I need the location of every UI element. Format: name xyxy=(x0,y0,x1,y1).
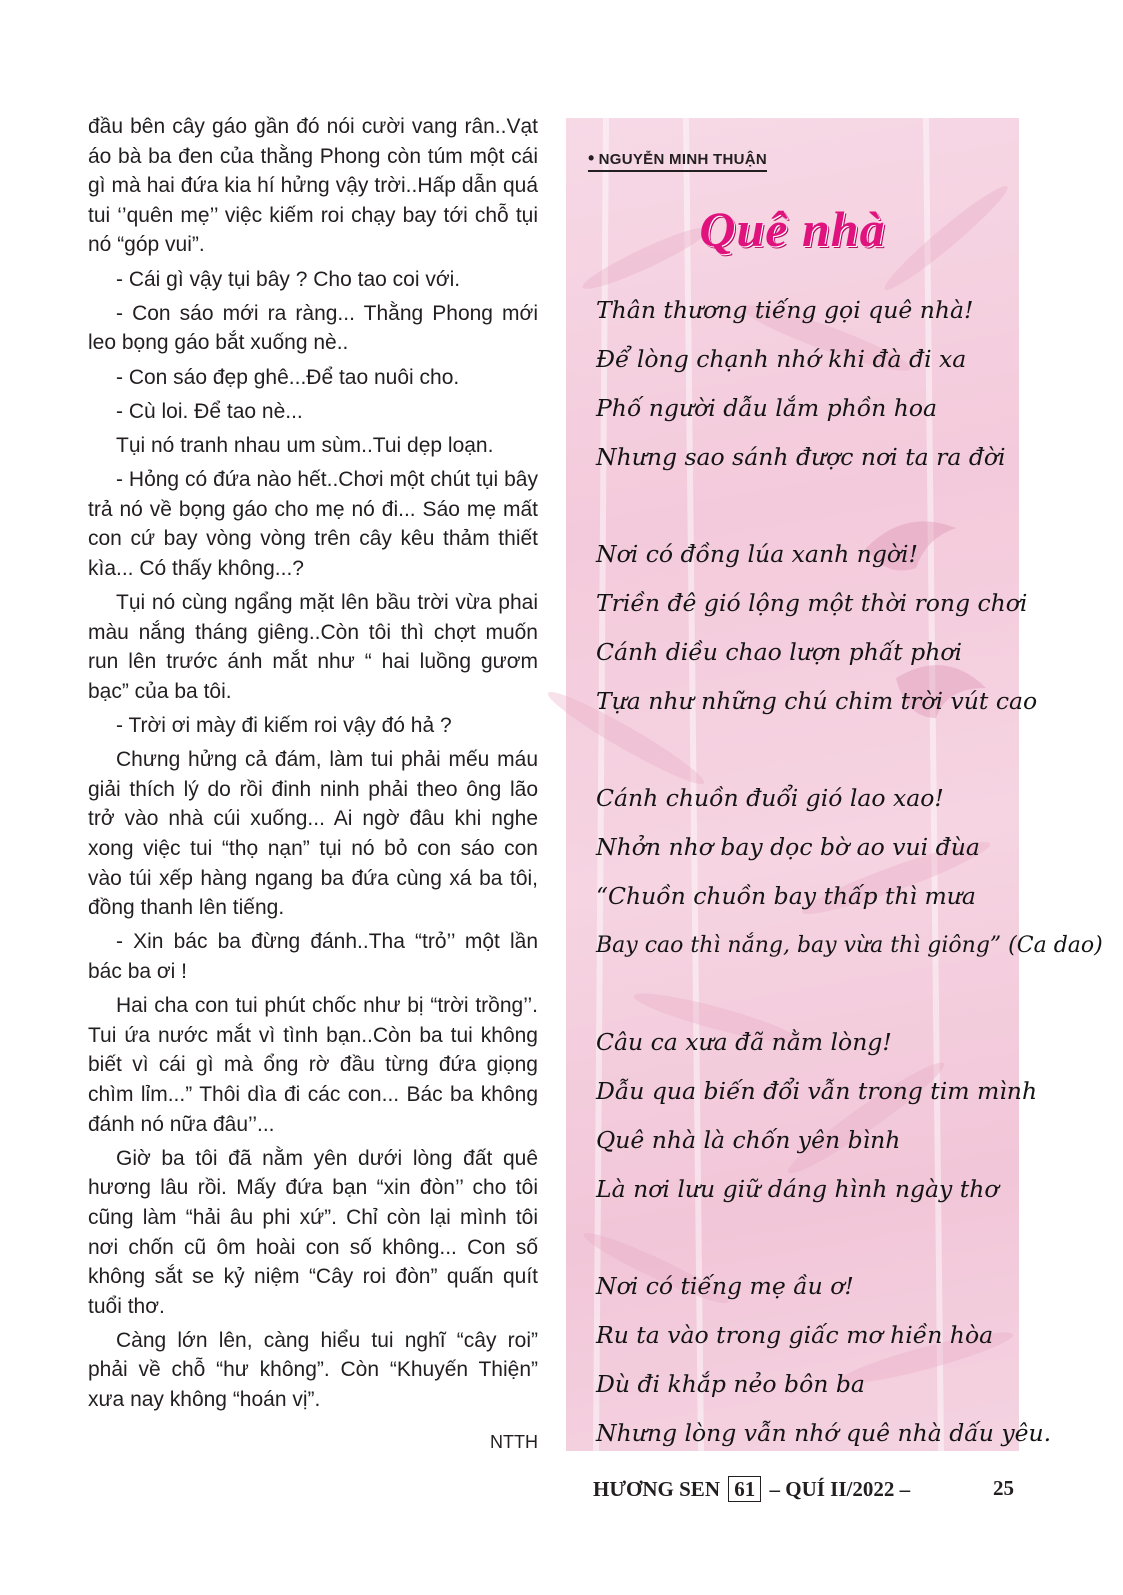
story-paragraph: - Trời ơi mày đi kiếm roi vậy đó hả ? xyxy=(116,714,452,738)
poem-line: Nơi có đồng lúa xanh ngời! xyxy=(596,540,918,568)
poem-line: Tựa như những chú chim trời vút cao xyxy=(596,687,1038,715)
page-footer xyxy=(593,1476,910,1502)
poem-line: Nơi có tiếng mẹ ầu ơ! xyxy=(596,1272,854,1300)
poem-line: Phố người dẫu lắm phồn hoa xyxy=(596,394,938,422)
story-signature: NTTH xyxy=(490,1432,538,1452)
poem-panel xyxy=(566,118,1103,1451)
issue-quarter: – QUÍ II/2022 – xyxy=(769,1477,911,1501)
story-paragraph: - Cù loi. Để tao nè... xyxy=(116,399,303,423)
story-paragraph: - Con sáo mới ra ràng... Thằng Phong mới leo bọng gáo bắt xuống nè.. xyxy=(88,301,538,355)
story-paragraph: Tụi nó cùng ngẩng mặt lên bầu trời vừa phai màu nắng tháng giêng..Còn tôi thì chợt muốn run lên trước ánh mắt như “ hai luồng gươm bạc” của ba tôi. xyxy=(88,591,538,703)
poem-line: Triền đê gió lộng một thời rong chơi xyxy=(596,589,1028,617)
poem-author xyxy=(588,148,767,172)
magazine-name: HƯƠNG SEN xyxy=(593,1477,720,1501)
story-paragraph: - Hỏng có đứa nào hết..Chơi một chút tụi bây trả nó về bọng gáo cho mẹ nó đi... Sáo mẹ mất con cứ bay vòng vòng trên cây kêu thảm thiết kìa... Có thấy không...? xyxy=(88,468,538,580)
story-paragraph: Chưng hửng cả đám, làm tui phải mếu máu giải thích lý do rồi đinh ninh phải theo ông lão trở vào nhà cúi xuống... Ai ngờ đâu khi nghe xong việc tui “thọ nạn” tụi nó bỏ con sáo con vào túi xếp hàng ngang ba đứa cùng xá ba tôi, đồng thanh lên tiếng. xyxy=(88,748,538,920)
poem-title: Quê nhà xyxy=(699,201,886,257)
poem-line: Câu ca xưa đã nằm lòng! xyxy=(596,1028,892,1056)
poem-stanza xyxy=(596,1018,1038,1214)
poem-line: Là nơi lưu giữ dáng hình ngày thơ xyxy=(596,1175,999,1203)
poem-line: Nhưng lòng vẫn nhớ quê nhà dấu yêu. xyxy=(596,1419,1052,1447)
poem-line: Dẫu qua biến đổi vẫn trong tim mình xyxy=(596,1077,1038,1105)
poem-line: Nhởn nhơ bay dọc bờ ao vui đùa xyxy=(596,833,980,861)
issue-number: 61 xyxy=(728,1476,761,1502)
page-number: 25 xyxy=(993,1476,1014,1500)
story-paragraph: Hai cha con tui phút chốc như bị “trời trồng’’. Tui ứa nước mắt vì tình bạn..Còn ba tui không biết vì cái gì mà ổng rờ đầu từng đứa giọng chìm lỉm...” Thôi dìa đi các con... Bác ba không đánh nó nữa đâu’’... xyxy=(88,994,538,1136)
poem-stanza xyxy=(596,1262,1052,1458)
poem-line: Để lòng chạnh nhớ khi đà đi xa xyxy=(596,345,967,373)
poem-line: Nhưng sao sánh được nơi ta ra đời xyxy=(596,443,1006,471)
poem-line: Quê nhà là chốn yên bình xyxy=(596,1126,901,1154)
bullet-icon: • xyxy=(588,148,595,168)
poem-stanza xyxy=(596,286,1019,482)
story-paragraph: đầu bên cây gáo gần đó nói cười vang rân..Vạt áo bà ba đen của thằng Phong còn túm một cái gì mà hai đứa kia hí hửng vậy trời..Hấp dẫn quá tui ‘’quên mẹ’’ việc kiếm roi chạy bay tới chỗ tụi nó “góp vui”. xyxy=(88,115,538,257)
story-paragraph: - Xin bác ba đừng đánh..Tha “trỏ’’ một lần bác ba ơi ! xyxy=(88,930,538,983)
story-paragraph: Giờ ba tôi đã nằm yên dưới lòng đất quê hương lâu rồi. Mấy đứa bạn “xin đòn’’ cho tôi cũng làm “hải âu phi xứ”. Chỉ còn lại mình tôi nơi chốn cũ ôm hoài con số không... Con số không sắt se kỷ niệm “Cây roi đòn” quấn quít tuổi thơ. xyxy=(88,1146,538,1318)
poem-line: Thân thương tiếng gọi quê nhà! xyxy=(596,296,974,324)
story-paragraph: Tụi nó tranh nhau um sùm..Tui dẹp loạn. xyxy=(116,433,494,457)
poem-line: Cánh chuồn đuổi gió lao xao! xyxy=(596,784,944,812)
poem-line: Dù đi khắp nẻo bôn ba xyxy=(596,1370,865,1398)
poem-line: Bay cao thì nắng, bay vừa thì giông” (Ca dao) xyxy=(596,933,1103,958)
story-column xyxy=(88,112,538,1419)
story-paragraph: Càng lớn lên, càng hiểu tui nghĩ “cây roi” phải về chỗ “hư không”. Còn “Khuyến Thiện” xưa nay không “hoán vị”. xyxy=(88,1328,538,1412)
author-name: NGUYỄN MINH THUẬN xyxy=(598,151,768,168)
poem-stanza xyxy=(596,774,1103,970)
story-paragraph: - Con sáo đẹp ghê...Để tao nuôi cho. xyxy=(116,365,460,389)
poem-stanza xyxy=(596,530,1038,726)
poem-body xyxy=(596,286,1103,1458)
poem-line: “Chuồn chuồn bay thấp thì mưa xyxy=(596,882,976,910)
poem-line: Ru ta vào trong giấc mơ hiền hòa xyxy=(596,1321,994,1349)
poem-line: Cánh diều chao lượn phất phơi xyxy=(596,638,963,666)
story-paragraph: - Cái gì vậy tụi bây ? Cho tao coi với. xyxy=(116,267,461,291)
